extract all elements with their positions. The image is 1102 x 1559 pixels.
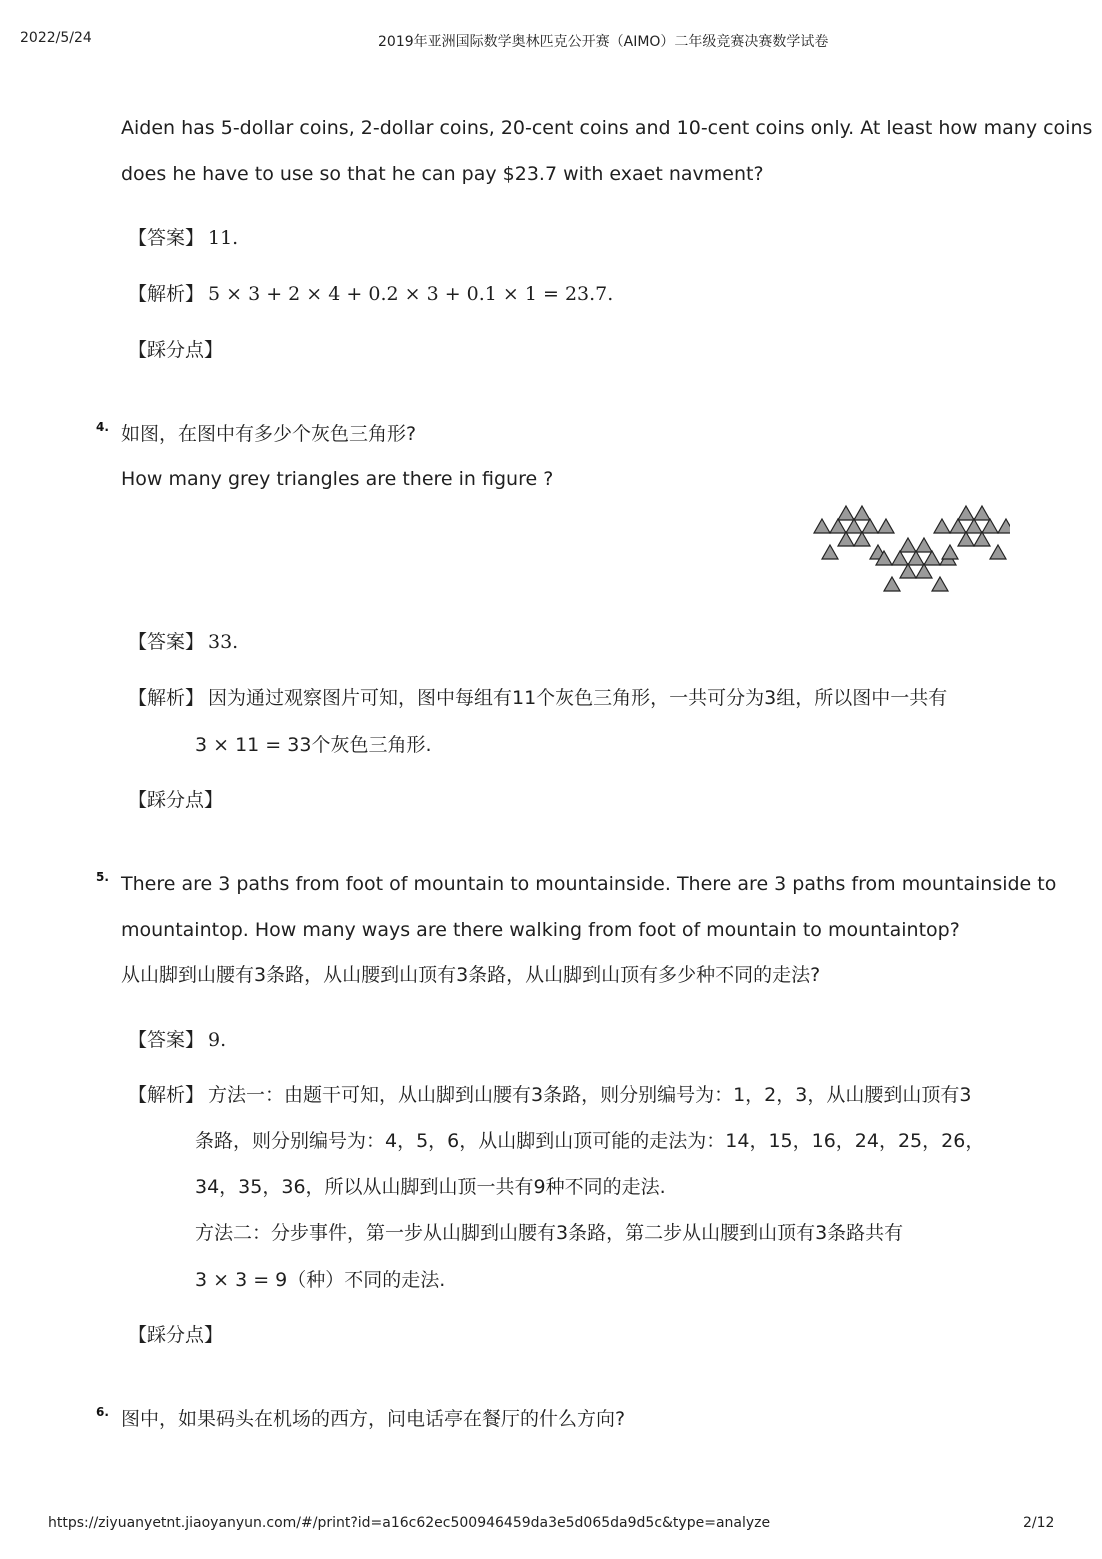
print-date: 2022/5/24 (20, 30, 92, 46)
grey-triangle-g3-2 (974, 506, 990, 520)
q4-answer-label: 【答案】 (128, 631, 205, 653)
grey-triangle-g1-5 (862, 519, 878, 533)
grey-triangle-g1-4 (846, 519, 862, 533)
q4-text-line1: 如图，在图中有多少个灰色三角形? (121, 423, 417, 445)
grey-triangle-g1-9 (854, 532, 870, 546)
q6-text-line1: 图中，如果码头在机场的西方，问电话亭在餐厅的什么方向? (121, 1408, 626, 1430)
grey-triangle-g1-6 (814, 519, 830, 533)
grey-triangles-figure (810, 500, 1010, 602)
grey-triangle-g3-3 (950, 519, 966, 533)
q5-text-line2: mountaintop. How many ways are there walking from foot of mountain to mountaintop? (121, 919, 960, 941)
grey-triangle-g3-6 (934, 519, 950, 533)
grey-triangle-g2-10 (884, 577, 900, 591)
grey-triangle-g2-5 (924, 551, 940, 565)
q5-analysis-line2: 条路，则分别编号为：4，5，6，从山脚到山顶可能的走法为：14，15，16，24，25，26， (195, 1130, 985, 1152)
q5-analysis-line3: 34，35，36，所以从山脚到山顶一共有9种不同的走法. (195, 1176, 666, 1198)
q3-answer-label: 【答案】 (128, 227, 205, 249)
q5-text-line3: 从山脚到山腰有3条路，从山腰到山顶有3条路，从山脚到山顶有多少种不同的走法? (121, 964, 821, 986)
grey-triangle-g3-1 (958, 506, 974, 520)
page-number: 2/12 (1023, 1515, 1055, 1531)
grey-triangle-g2-1 (900, 538, 916, 552)
q4-scoring-points-label: 【踩分点】 (128, 789, 224, 811)
q5-analysis-line4: 方法二：分步事件，第一步从山脚到山腰有3条路，第二步从山腰到山顶有3条路共有 (195, 1222, 904, 1244)
q3-analysis-label: 【解析】 (128, 283, 205, 305)
grey-triangle-g2-9 (916, 564, 932, 578)
grey-triangle-g3-5 (982, 519, 998, 533)
grey-triangle-g1-2 (854, 506, 870, 520)
grey-triangle-g2-3 (892, 551, 908, 565)
grey-triangle-g3-11 (990, 545, 1006, 559)
grey-triangle-g2-8 (900, 564, 916, 578)
q3-text-line2: does he have to use so that he can pay $23.7 with exaet navment? (121, 163, 764, 185)
grey-triangle-g2-4 (908, 551, 924, 565)
grey-triangle-g2-11 (932, 577, 948, 591)
q5-scoring-points-label: 【踩分点】 (128, 1324, 224, 1346)
grey-triangle-g1-10 (822, 545, 838, 559)
q4-answer-value: 33. (208, 631, 239, 653)
q6-number: 6. (96, 1405, 109, 1419)
q3-text-line1: Aiden has 5-dollar coins, 2-dollar coins, 20-cent coins and 10-cent coins only. At least how many coins (121, 117, 1093, 139)
grey-triangle-g1-1 (838, 506, 854, 520)
q3-scoring-points-label: 【踩分点】 (128, 339, 224, 361)
grey-triangle-g3-10 (942, 545, 958, 559)
q5-analysis-line1: 方法一：由题干可知，从山脚到山腰有3条路，则分别编号为：1，2，3，从山腰到山顶有3 (208, 1084, 972, 1106)
grey-triangle-g3-7 (998, 519, 1010, 533)
q5-number: 5. (96, 870, 109, 884)
grey-triangle-g1-7 (878, 519, 894, 533)
q5-analysis-label: 【解析】 (128, 1084, 205, 1106)
grey-triangle-g3-4 (966, 519, 982, 533)
q3-answer-value: 11. (208, 227, 239, 249)
source-url: https://ziyuanyetnt.jiaoyanyun.com/#/print?id=a16c62ec500946459da3e5d065da9d5c&type=analyze (48, 1515, 771, 1531)
q4-analysis-line2: 3 × 11 = 33个灰色三角形. (195, 734, 432, 756)
q4-analysis-label: 【解析】 (128, 687, 205, 709)
grey-triangle-g2-2 (916, 538, 932, 552)
grey-triangle-g3-8 (958, 532, 974, 546)
q5-answer-label: 【答案】 (128, 1029, 205, 1051)
document-title: 2019年亚洲国际数学奥林匹克公开赛（AIMO）二年级竞赛决赛数学试卷 (378, 34, 829, 50)
q4-analysis-line1: 因为通过观察图片可知，图中每组有11个灰色三角形，一共可分为3组，所以图中一共有 (208, 687, 948, 709)
q3-analysis-text: 5 × 3 + 2 × 4 + 0.2 × 3 + 0.1 × 1 = 23.7. (208, 283, 614, 305)
q4-text-line2: How many grey triangles are there in figure ? (121, 468, 554, 490)
grey-triangle-g1-3 (830, 519, 846, 533)
q5-answer-value: 9. (208, 1029, 227, 1051)
grey-triangle-g3-9 (974, 532, 990, 546)
grey-triangle-g1-8 (838, 532, 854, 546)
q5-text-line1: There are 3 paths from foot of mountain to mountainside. There are 3 paths from mountainside to (121, 873, 1057, 895)
q5-analysis-line5: 3 × 3 = 9（种）不同的走法. (195, 1269, 446, 1291)
q4-number: 4. (96, 420, 109, 434)
